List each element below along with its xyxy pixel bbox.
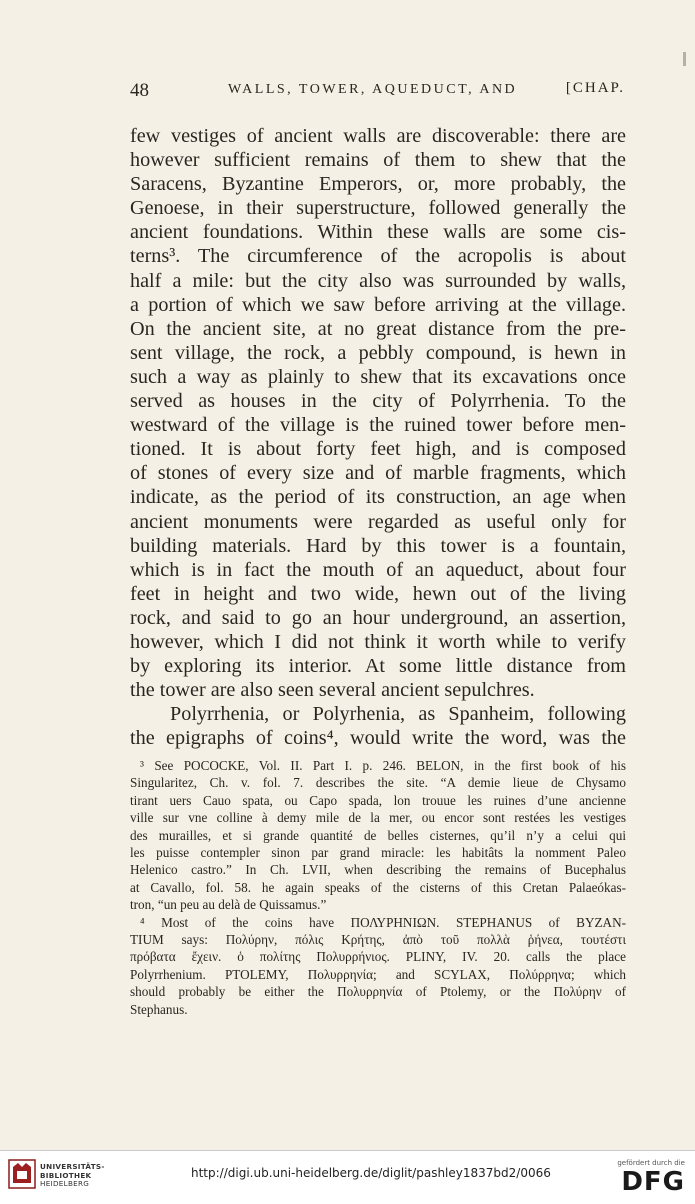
footnote-line: Stephanus. [130,1001,188,1017]
text-line: the tower are also seen several ancient sepulchres. [130,679,535,702]
text-line: Saracens, Byzantine Emperors, or, more probably, the [130,173,626,196]
chapter-marker: [CHAP. [565,80,625,96]
permalink-url[interactable]: http://digi.ub.uni-heidelberg.de/diglit/pashley1837bd2/0066 [191,1166,551,1180]
footnote-line: ³ See POCOCKE, Vol. II. Part I. p. 246. BELON, in the first book of his [140,758,626,773]
university-seal-icon [8,1159,36,1189]
text-line: such a way as plainly to shew that its excavations once [130,365,626,388]
footnote-line: les puisse contempler sinon par grand miracle: les habitâts la nomment Paleo [130,845,626,861]
text-line: On the ancient site, at no great distance from the pre- [130,317,626,340]
sponsor-label: gefördert durch die [617,1159,685,1167]
text-line: feet in height and two wide, hewn out of the living [130,582,626,605]
dfg-logo: DFG [621,1167,685,1197]
text-line: half a mile: but the city also was surrounded by walls, [130,269,626,292]
text-line: Polyrrhenia, or Polyrhenia, as Spanheim, following [170,703,626,726]
footnote-line: tron, “un peu au delà de Quissamus.” [130,897,327,913]
page-number: 48 [130,80,149,101]
digitization-footer [0,1150,695,1204]
main-text [130,124,626,750]
text-line: ancient monuments were regarded as useful only for [130,510,626,533]
text-line: the epigraphs of coins⁴, would write the word, was the [130,727,626,750]
footnote-line: ville sur vne colline à demy mile de la mer, ou encor sont restées les vestiges [130,810,626,826]
text-line: Genoese, in their superstructure, followed generally the [130,197,626,220]
text-line: terns³. The circumference of the acropolis is about [130,245,626,268]
footnote-line: πρόβατα ἔχειν. ὁ πολίτης Πολυρρήνιος. PLINY, IV. 20. calls the place [130,949,626,965]
running-header [130,80,625,106]
text-line: indicate, as the period of its construction, an age when [130,486,626,509]
text-line: westward of the village is the ruined tower before men- [130,414,626,437]
footnote-line: ⁴ Most of the coins have ΠΟΛΥΡΗΝΙΩΝ. STEPHANUS of BYZAN- [140,914,626,930]
text-line: a portion of which we saw before arriving at the village. [130,293,626,316]
text-line: tioned. It is about forty feet high, and is composed [130,438,626,461]
footnotes [130,757,626,1018]
text-line: sent village, the rock, a pebbly compound, is hewn in [130,341,626,364]
footnote-line: des murailles, et si grande quantité de belles cisternes, qu’il n’y a celui qui [130,827,626,843]
text-line: served as houses in the city of Polyrrhenia. To the [130,390,626,413]
text-line: ancient foundations. Within these walls are some cis- [130,221,626,244]
text-line: by exploring its interior. At some little distance from [130,655,626,678]
footnote-line: Singularitez, Ch. v. fol. 7. describes the site. “A demie lieue de Chysamo [130,775,626,791]
footnote-line: Helenico castro.” In Ch. LVII, when describing the remains of Bucephalus [130,862,626,878]
text-line: of stones of every size and of marble fragments, which [130,462,626,485]
text-line: few vestiges of ancient walls are discoverable: there are [130,125,626,147]
running-title: WALLS, TOWER, AQUEDUCT, AND [228,82,518,97]
text-line: building materials. Hard by this tower is a fountain, [130,534,626,557]
text-line: rock, and said to go an hour underground, an assertion, [130,606,626,629]
footnote-line: at Cavallo, fol. 58. he again speaks of the cisterns of this Cretan Palaeókas- [130,879,626,895]
footnote-line: tirant uers Cauo spata, ou Capo spada, lon trouue les ruines d’une ancienne [130,792,626,808]
footnote-line: TIUM says: Πολύρην, πόλις Κρήτης, ἀπὸ τοῦ πολλὰ ῥήνεα, τουτέστι [130,932,626,948]
text-line: however, which I did not think it worth while to verify [130,630,626,653]
footnote-line: should probably be either the Πολυρρηνία of Ptolemy, or the Πολύρην of [130,984,626,1000]
text-line: which is in fact the mouth of an aqueduct, about four [130,558,626,581]
margin-mark [683,52,686,66]
institution-name: UNIVERSITÄTS- BIBLIOTHEK HEIDELBERG [40,1162,105,1189]
text-line: however sufficient remains of them to shew that the [130,149,626,172]
footnote-line: Polyrrhenium. PTOLEMY, Πολυρρηνία; and SCYLAX, Πολύρρηνα; which [130,966,626,982]
